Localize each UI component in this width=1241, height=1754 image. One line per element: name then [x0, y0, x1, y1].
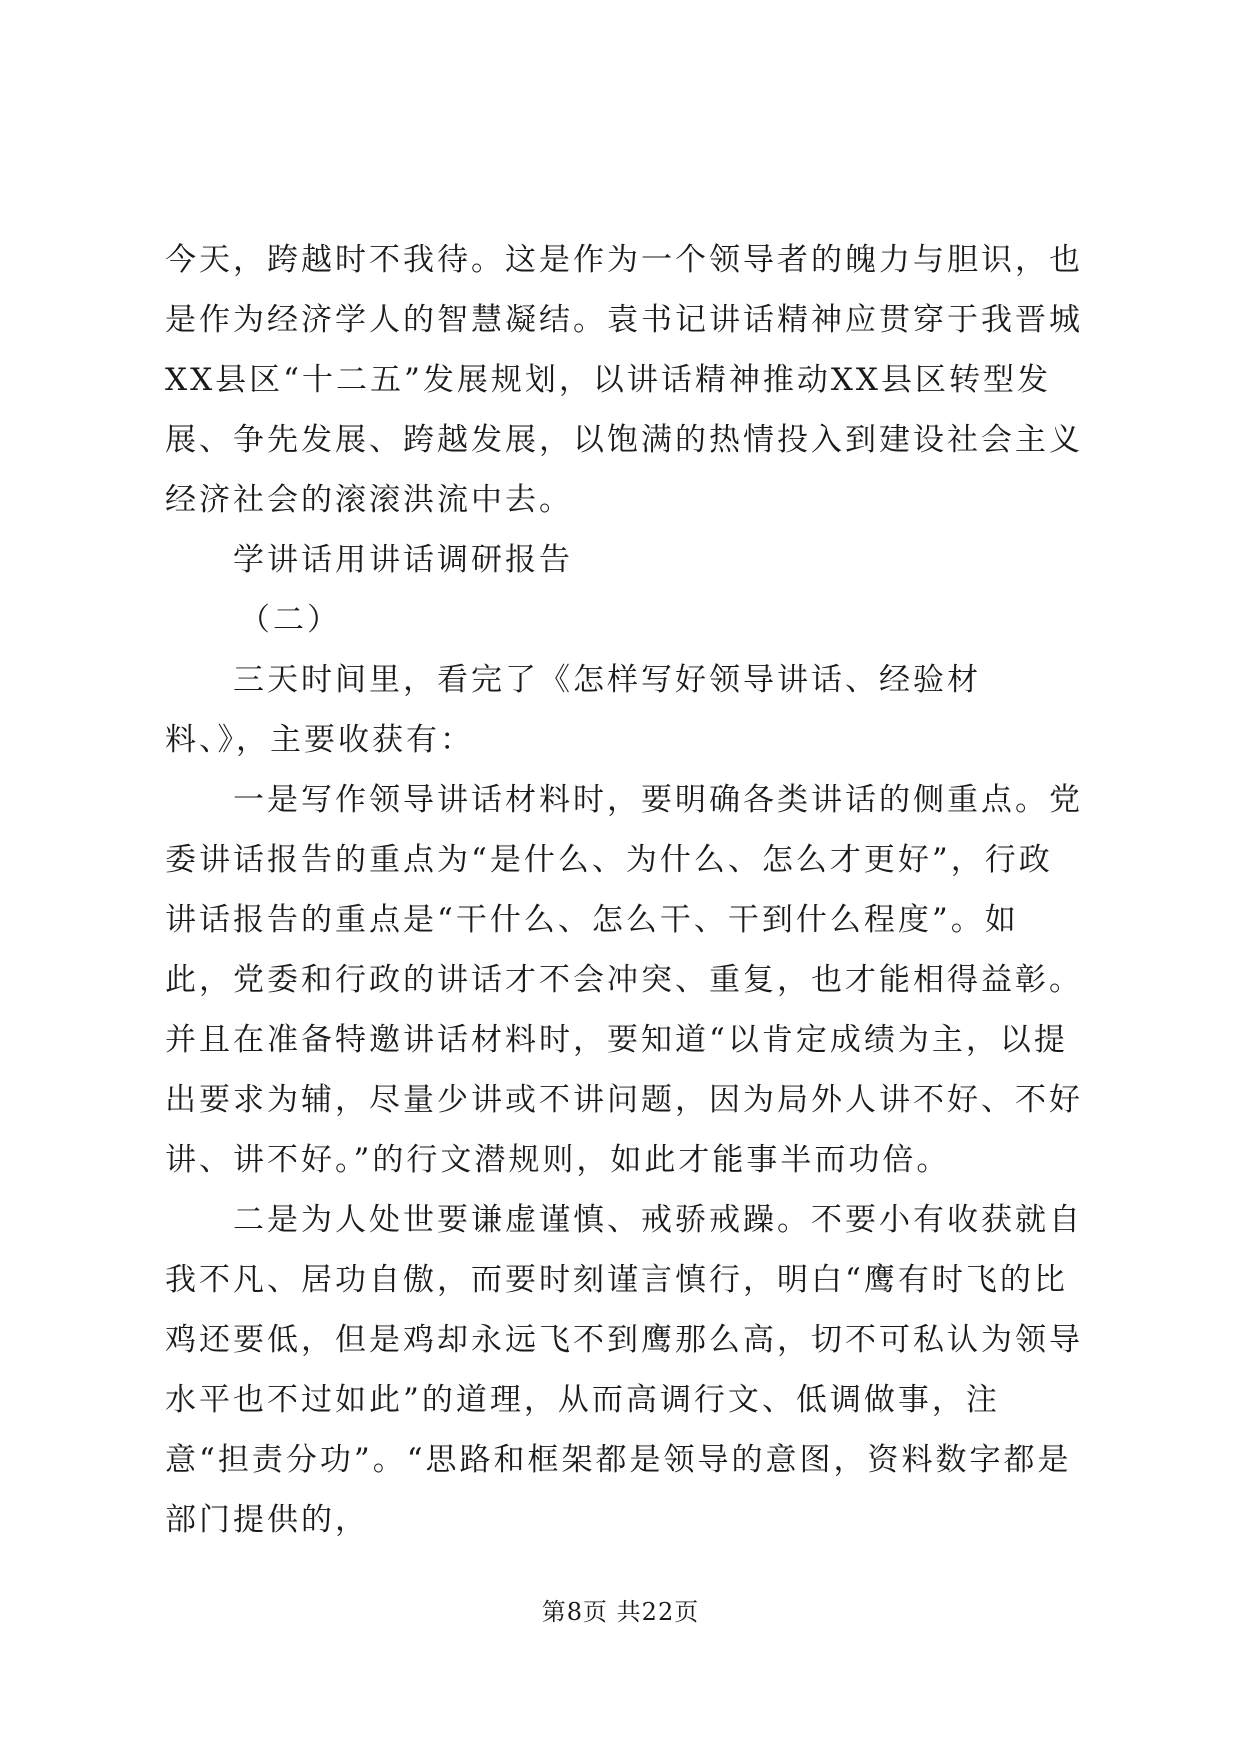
report-title: 学讲话用讲话调研报告: [233, 542, 573, 578]
page-footer: 第8页 共22页: [541, 1598, 700, 1626]
paragraph-continuation: 今天，跨越时不我待。这是作为一个领导者的魄力与胆识，也是作为经济学人的智慧凝结。袁书记讲话精神应贯穿于我晋城XX县区“十二五”发展规划，以讲话精神推动XX县区转型发展、争先发展、跨越发展，以饱满的热情投入到建设社会主义经济社会的滚滚洪流中去。: [165, 242, 1083, 518]
section-number: （二）: [239, 602, 341, 638]
paragraph-intro: 三天时间里，看完了《怎样写好领导讲话、经验材料、》，主要收获有：: [165, 662, 981, 758]
document-body: [165, 230, 1085, 1550]
paragraph-point-one: 一是写作领导讲话材料时，要明确各类讲话的侧重点。党委讲话报告的重点为“是什么、为什么、怎么才更好”，行政讲话报告的重点是“干什么、怎么干、干到什么程度”。如此，党委和行政的讲话才不会冲突、重复，也才能相得益彰。并且在准备特邀讲话材料时，要知道“以肯定成绩为主，以提出要求为辅，尽量少讲或不讲问题，因为局外人讲不好、不好讲、讲不好。”的行文潜规则，如此才能事半而功倍。: [165, 782, 1083, 1178]
paragraph-point-two: 二是为人处世要谦虚谨慎、戒骄戒躁。不要小有收获就自我不凡、居功自傲，而要时刻谨言慎行，明白“鹰有时飞的比鸡还要低，但是鸡却永远飞不到鹰那么高，切不可私认为领导水平也不过如此”的道理，从而高调行文、低调做事，注意“担责分功”。“思路和框架都是领导的意图，资料数字都是部门提供的，: [165, 1202, 1083, 1538]
